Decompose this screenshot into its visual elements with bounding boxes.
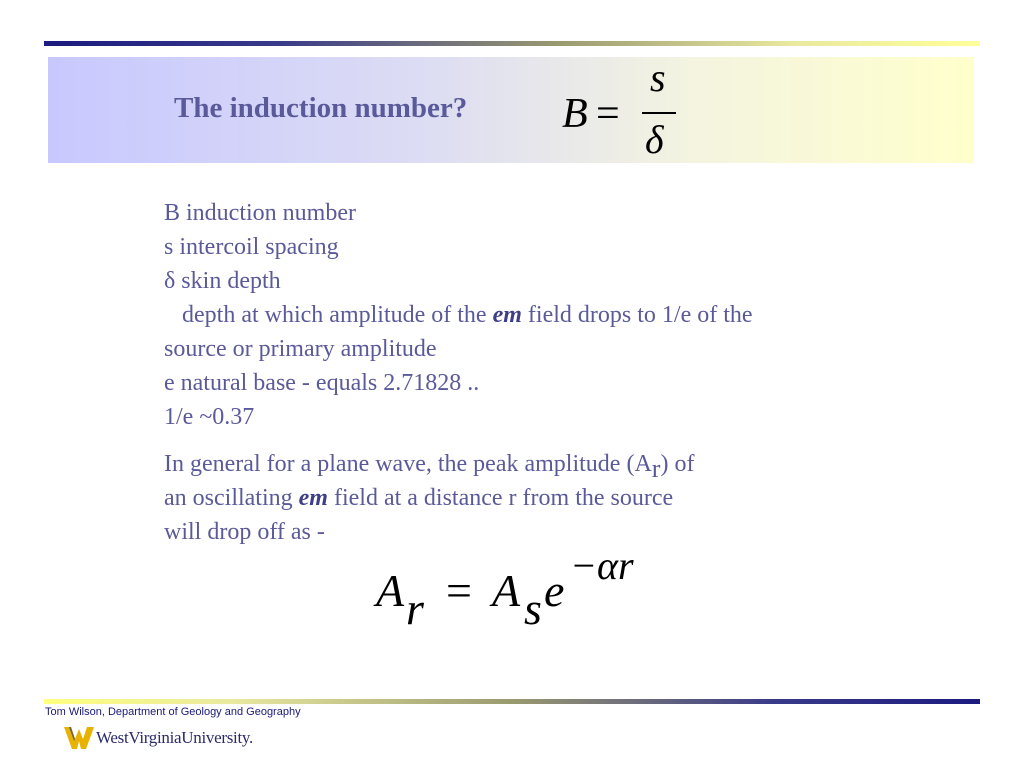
bottom-rule — [44, 699, 980, 704]
top-rule — [44, 41, 980, 46]
attenuation-equation — [376, 543, 676, 642]
eq-a-sub-s: s — [524, 583, 542, 634]
flying-wv-icon — [64, 725, 94, 751]
natural-base-line: e natural base - equals 2.71828 .. — [164, 370, 480, 396]
eq-a-equals: = — [446, 565, 472, 616]
definition-b: B induction number — [164, 200, 356, 226]
eq-a-exponent: −αr — [570, 543, 634, 588]
equation-b-lhs: B — [562, 91, 588, 137]
fraction-bar — [642, 112, 676, 114]
plane-wave-paragraph — [164, 446, 694, 549]
em-emphasis-2: em — [298, 485, 328, 511]
skin-depth-text-2: field drops to 1/e of the — [521, 302, 753, 328]
footer-credit: Tom Wilson, Department of Geology and Geography — [45, 706, 301, 718]
inverse-e-line: 1/e ~0.37 — [164, 404, 255, 430]
eq-a-a2: A — [492, 565, 521, 616]
logo-wordmark: WestVirginiaUniversity. — [96, 728, 253, 747]
subscript-r: r — [651, 454, 661, 483]
wvu-logo — [64, 722, 253, 754]
plane-wave-text-2b: field at a distance r from the source — [327, 485, 674, 511]
plane-wave-line-3: will drop off as - — [164, 519, 325, 545]
plane-wave-text-1a: In general for a plane wave, the peak amplitude (A — [164, 451, 652, 477]
definition-delta: δ skin depth — [164, 268, 281, 294]
em-emphasis: em — [492, 302, 522, 328]
plane-wave-line-1 — [164, 446, 694, 481]
eq-a-sub-r: r — [406, 583, 424, 634]
skin-depth-description — [164, 298, 753, 332]
equation-b-equals: = — [596, 91, 620, 137]
plane-wave-text-2a: an oscillating — [164, 485, 299, 511]
induction-number-equation — [562, 55, 692, 172]
plane-wave-line-2 — [164, 481, 694, 515]
eq-a-e: e — [544, 565, 565, 616]
equation-b-numerator: s — [650, 55, 666, 100]
eq-a-a1: A — [376, 565, 405, 616]
slide-title: The induction number? — [174, 92, 468, 124]
plane-wave-text-1b: ) of — [660, 451, 695, 477]
definition-s: s intercoil spacing — [164, 234, 339, 260]
equation-b-denominator: δ — [645, 117, 664, 162]
skin-depth-description-line2: source or primary amplitude — [164, 336, 437, 362]
skin-depth-text-1: depth at which amplitude of the — [182, 302, 493, 328]
definitions-block — [164, 196, 753, 434]
